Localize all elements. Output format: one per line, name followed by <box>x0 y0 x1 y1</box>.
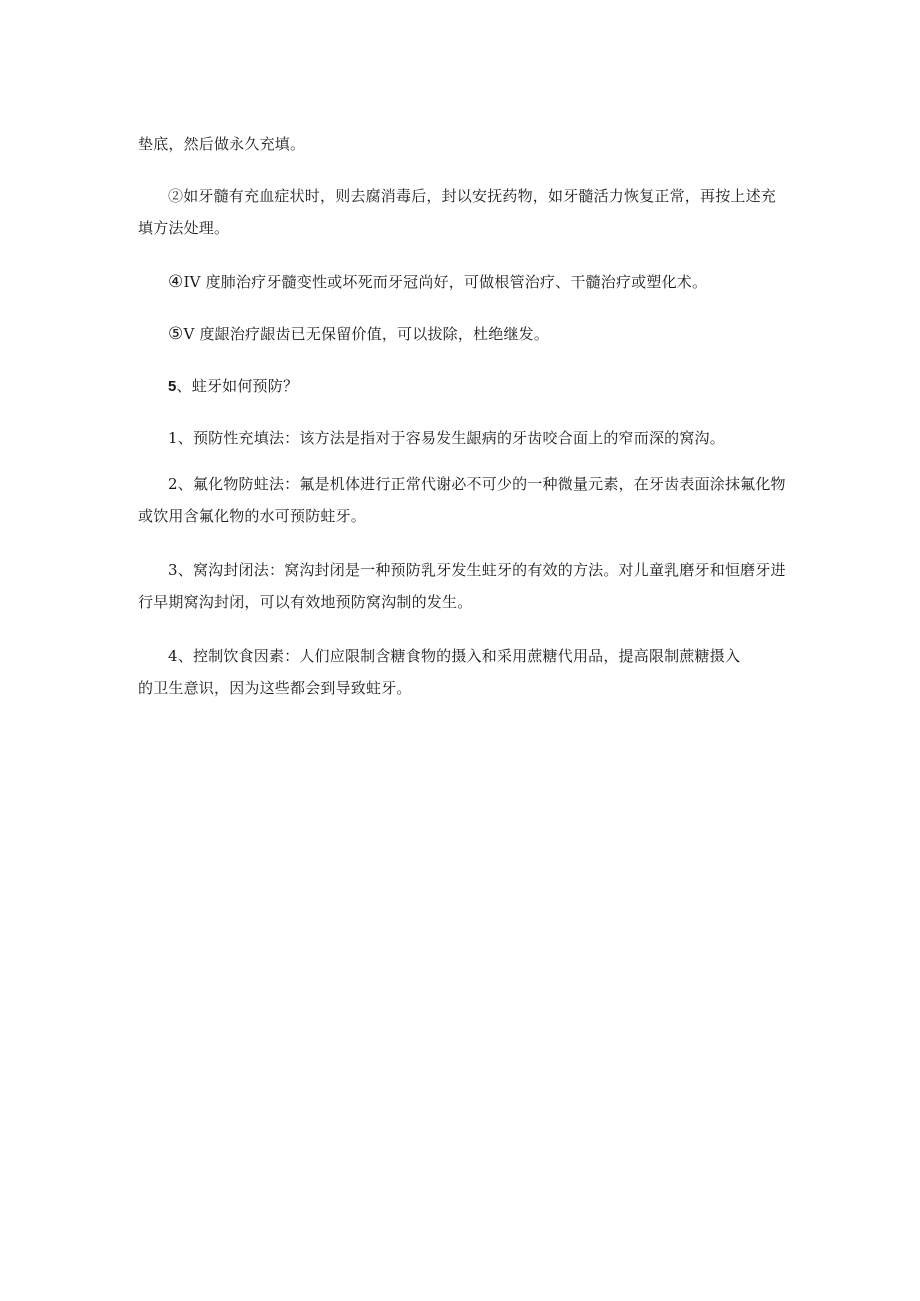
paragraph-text: 2、氟化物防蛀法：氟是机体进行正常代谢必不可少的一种微量元素，在牙齿表面涂抹氟化物或饮用含氟化物的水可预防蛀牙。 <box>138 475 786 525</box>
section-heading-text: 、蛀牙如何预防？ <box>176 377 299 395</box>
section-heading-prevention <box>138 370 788 403</box>
list-item-pit-fissure-sealing <box>138 554 788 618</box>
paragraph-text: ②如牙髓有充血症状时，则去腐消毒后，封以安抚药物，如牙髓活力恢复正常，再按上述充填方法处理。 <box>138 187 777 237</box>
paragraph-pulp-hyperemia <box>138 180 788 244</box>
paragraph-text: IV 度肺治疗牙髓变性或坏死而牙冠尚好，可做根管治疗、干髓治疗或塑化术。 <box>183 273 708 291</box>
circled-number-5: ⑤ <box>168 324 184 344</box>
list-item-fluoride <box>138 468 788 532</box>
list-item-diet-control-line2 <box>138 672 788 704</box>
paragraph-text: 1、预防性充填法：该方法是指对于容易发生龈病的牙齿咬合面上的窄而深的窝沟。 <box>168 429 725 447</box>
section-number: 5 <box>168 378 177 395</box>
paragraph-degree-iv <box>138 266 788 298</box>
paragraph-text: 的卫生意识，因为这些都会到导致蛀牙。 <box>138 679 412 697</box>
list-item-diet-control-line1 <box>138 640 788 672</box>
paragraph-text: 3、窝沟封闭法：窝沟封闭是一种预防乳牙发生蛀牙的有效的方法。对儿童乳磨牙和恒磨牙进行早期窝沟封闭，可以有效地预防窝沟制的发生。 <box>138 561 786 611</box>
paragraph-degree-v <box>138 318 788 350</box>
paragraph-text: 4、控制饮食因素：人们应限制含糖食物的摄入和采用蔗糖代用品，提高限制蔗糖摄入 <box>168 647 741 665</box>
paragraph-text: V 度龈治疗龈齿已无保留价值，可以拔除，杜绝继发。 <box>183 325 550 343</box>
list-item-preventive-filling <box>138 422 788 454</box>
paragraph-continuation <box>138 128 788 160</box>
circled-number-4: ④ <box>168 272 184 292</box>
paragraph-text: 垫底，然后做永久充填。 <box>138 135 306 153</box>
